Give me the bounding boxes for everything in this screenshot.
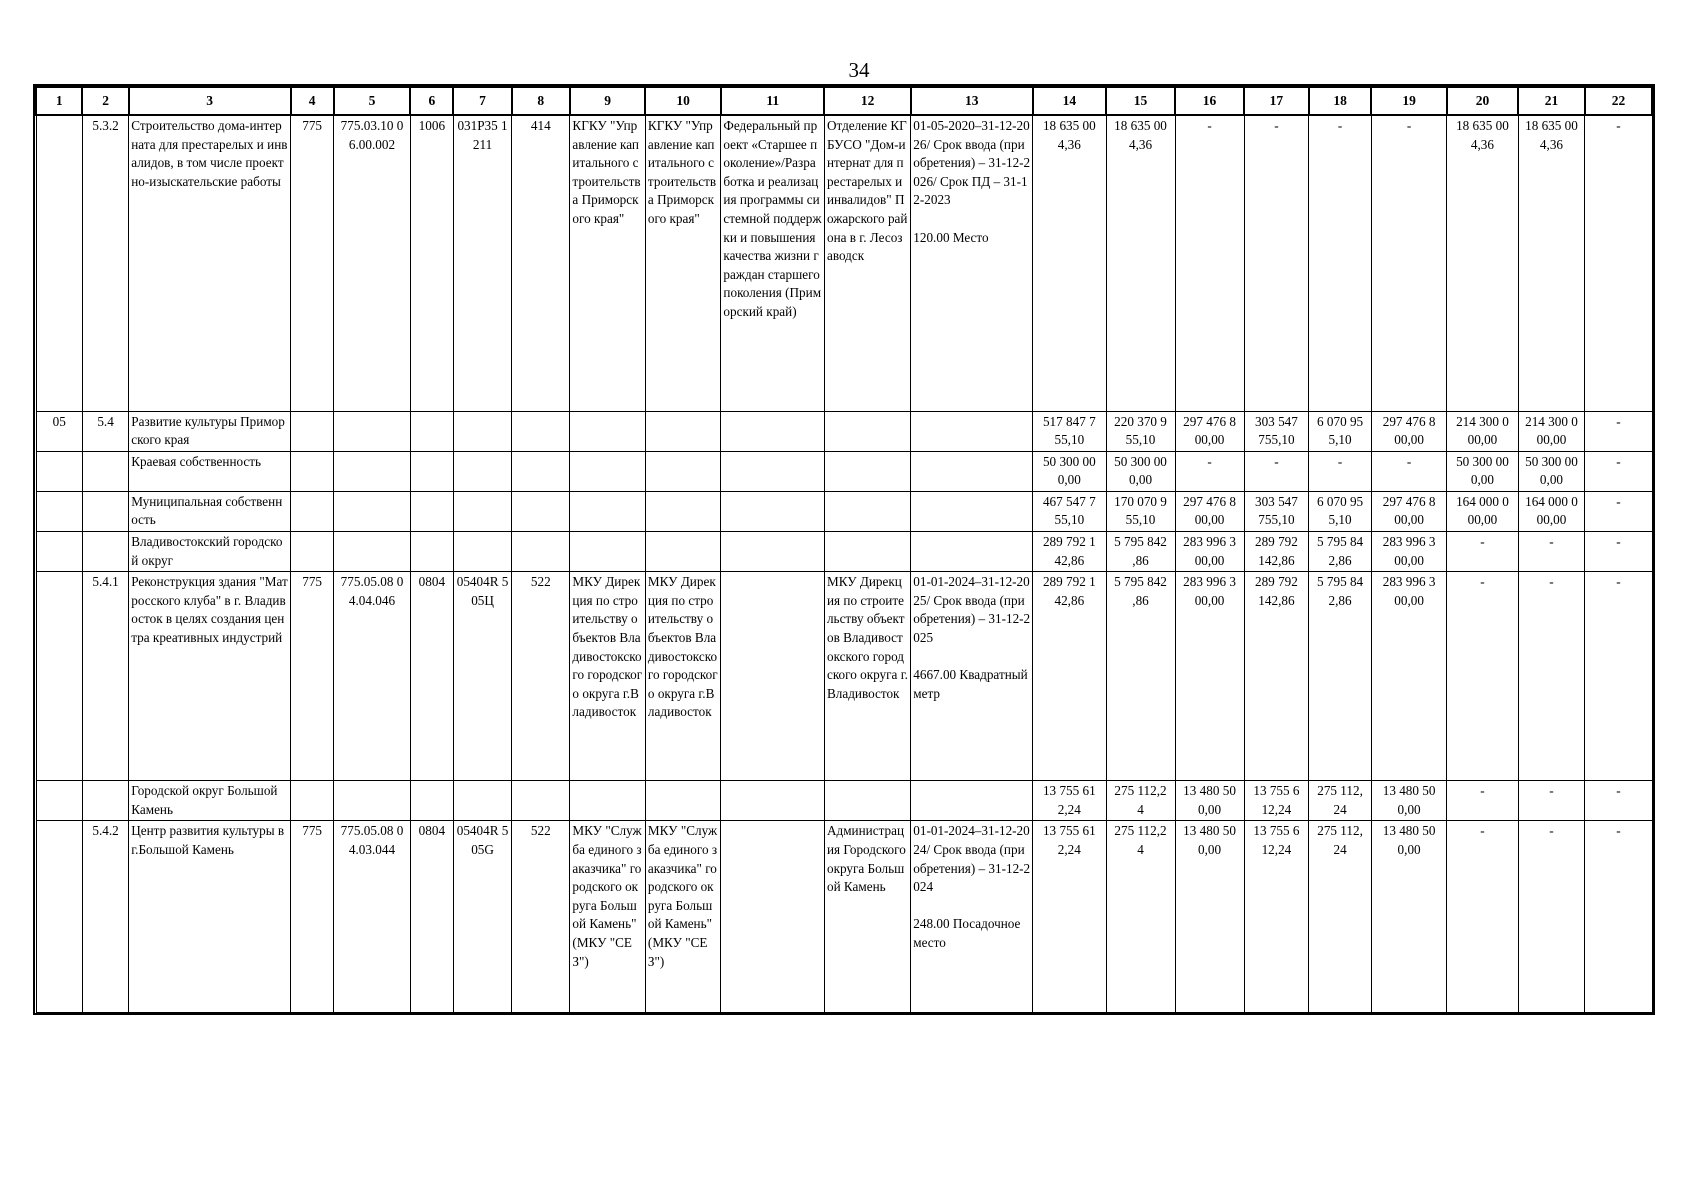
cell-col-18: - <box>1309 115 1372 411</box>
cell-col-14: 18 635 00 4,36 <box>1033 115 1106 411</box>
cell-col-8 <box>512 411 570 451</box>
cell-col-13 <box>911 491 1033 531</box>
table-row <box>36 451 1652 491</box>
table-row <box>36 572 1652 781</box>
cell-col-11: Федеральный проект «Старшее поколение»/Разработка и реализация программы системной поддержки и повышения качества жизни граждан старшего поколения (Приморский край) <box>721 115 825 411</box>
cell-col-20: - <box>1447 572 1518 781</box>
cell-col-2 <box>82 451 128 491</box>
cell-col-13: 01-01-2024–31-12-2025/ Срок ввода (приобретения) – 31-12-2025 4667.00 Квадратный метр <box>911 572 1033 781</box>
cell-col-21: 18 635 00 4,36 <box>1518 115 1585 411</box>
cell-col-14: 517 847 7 55,10 <box>1033 411 1106 451</box>
cell-col-21: - <box>1518 781 1585 821</box>
table-row <box>36 411 1652 451</box>
cell-col-14: 13 755 61 2,24 <box>1033 781 1106 821</box>
cell-col-1 <box>36 532 82 572</box>
cell-col-9: МКУ Дирекция по строительству объектов Владивостокского городского округа г.Владивосток <box>570 572 646 781</box>
cell-col-7 <box>453 532 511 572</box>
cell-col-16: 297 476 8 00,00 <box>1175 491 1244 531</box>
cell-col-15: 275 112,2 4 <box>1106 781 1175 821</box>
cell-col-22: - <box>1585 411 1652 451</box>
cell-col-4 <box>291 532 334 572</box>
investment-table <box>35 86 1653 1013</box>
column-header-4: 4 <box>291 87 334 115</box>
cell-col-9 <box>570 451 646 491</box>
cell-col-9 <box>570 532 646 572</box>
cell-col-7 <box>453 411 511 451</box>
cell-col-19: 283 996 3 00,00 <box>1371 532 1447 572</box>
cell-col-2: 5.4.2 <box>82 821 128 1013</box>
cell-col-8: 522 <box>512 821 570 1013</box>
cell-col-7: 05404R 505Ц <box>453 572 511 781</box>
cell-col-11 <box>721 532 825 572</box>
cell-col-22: - <box>1585 821 1652 1013</box>
cell-col-14: 289 792 1 42,86 <box>1033 572 1106 781</box>
cell-col-5 <box>334 451 411 491</box>
cell-col-5 <box>334 491 411 531</box>
cell-col-18: 6 070 95 5,10 <box>1309 491 1372 531</box>
cell-col-12: МКУ Дирекция по строительству объектов Владивостокского городского округа г.Владивосток <box>824 572 910 781</box>
cell-col-20: 18 635 00 4,36 <box>1447 115 1518 411</box>
cell-col-15: 5 795 842 ,86 <box>1106 532 1175 572</box>
cell-col-5: 775.05.08 04.04.046 <box>334 572 411 781</box>
cell-col-2: 5.4.1 <box>82 572 128 781</box>
cell-col-13: 01-05-2020–31-12-2026/ Срок ввода (приобретения) – 31-12-2026/ Срок ПД – 31-12-2023 120.00 Место <box>911 115 1033 411</box>
cell-col-21: 50 300 00 0,00 <box>1518 451 1585 491</box>
cell-col-17: - <box>1244 451 1309 491</box>
cell-col-4 <box>291 451 334 491</box>
cell-col-4: 775 <box>291 572 334 781</box>
cell-col-16: 283 996 3 00,00 <box>1175 572 1244 781</box>
cell-col-7 <box>453 781 511 821</box>
cell-col-12 <box>824 411 910 451</box>
cell-col-16: 13 480 50 0,00 <box>1175 781 1244 821</box>
cell-col-19: 297 476 8 00,00 <box>1371 491 1447 531</box>
cell-col-2: 5.4 <box>82 411 128 451</box>
cell-col-14: 289 792 1 42,86 <box>1033 532 1106 572</box>
column-header-19: 19 <box>1371 87 1447 115</box>
cell-col-6: 0804 <box>410 821 453 1013</box>
column-header-9: 9 <box>570 87 646 115</box>
cell-col-5 <box>334 781 411 821</box>
cell-col-22: - <box>1585 532 1652 572</box>
cell-col-12 <box>824 781 910 821</box>
column-header-3: 3 <box>129 87 291 115</box>
column-header-2: 2 <box>82 87 128 115</box>
column-header-14: 14 <box>1033 87 1106 115</box>
cell-col-5: 775.03.10 06.00.002 <box>334 115 411 411</box>
cell-col-17: 289 792 142,86 <box>1244 572 1309 781</box>
cell-col-15: 220 370 9 55,10 <box>1106 411 1175 451</box>
cell-col-1 <box>36 572 82 781</box>
cell-col-16: 283 996 3 00,00 <box>1175 532 1244 572</box>
cell-col-16: 13 480 50 0,00 <box>1175 821 1244 1013</box>
cell-col-13 <box>911 781 1033 821</box>
cell-col-10: КГКУ "Управление капитального строительства Приморского края" <box>645 115 721 411</box>
cell-col-17: 303 547 755,10 <box>1244 491 1309 531</box>
cell-col-12 <box>824 532 910 572</box>
cell-col-16: 297 476 8 00,00 <box>1175 411 1244 451</box>
cell-col-10: МКУ "Служба единого заказчика" городского округа Большой Камень" (МКУ "СЕЗ") <box>645 821 721 1013</box>
cell-col-7 <box>453 451 511 491</box>
column-header-6: 6 <box>410 87 453 115</box>
cell-col-10 <box>645 781 721 821</box>
cell-col-16: - <box>1175 451 1244 491</box>
column-header-17: 17 <box>1244 87 1309 115</box>
cell-col-1 <box>36 451 82 491</box>
cell-col-22: - <box>1585 572 1652 781</box>
cell-col-3: Владивостокский городской округ <box>129 532 291 572</box>
cell-col-20: - <box>1447 532 1518 572</box>
cell-col-4 <box>291 411 334 451</box>
cell-col-15: 275 112,2 4 <box>1106 821 1175 1013</box>
cell-col-22: - <box>1585 115 1652 411</box>
cell-col-11 <box>721 821 825 1013</box>
page-number: 34 <box>848 58 870 82</box>
cell-col-5: 775.05.08 04.03.044 <box>334 821 411 1013</box>
column-header-12: 12 <box>824 87 910 115</box>
cell-col-19: 297 476 8 00,00 <box>1371 411 1447 451</box>
cell-col-13 <box>911 411 1033 451</box>
cell-col-12 <box>824 491 910 531</box>
cell-col-8 <box>512 491 570 531</box>
cell-col-7: 031P35 1211 <box>453 115 511 411</box>
cell-col-22: - <box>1585 491 1652 531</box>
cell-col-8: 522 <box>512 572 570 781</box>
cell-col-16: - <box>1175 115 1244 411</box>
cell-col-17: 13 755 6 12,24 <box>1244 821 1309 1013</box>
cell-col-12: Администрация Городского округа Большой Камень <box>824 821 910 1013</box>
cell-col-19: - <box>1371 451 1447 491</box>
cell-col-22: - <box>1585 451 1652 491</box>
cell-col-8 <box>512 451 570 491</box>
cell-col-11 <box>721 411 825 451</box>
cell-col-11 <box>721 451 825 491</box>
cell-col-4 <box>291 491 334 531</box>
cell-col-20: - <box>1447 781 1518 821</box>
cell-col-1 <box>36 781 82 821</box>
cell-col-13 <box>911 451 1033 491</box>
table-row <box>36 781 1652 821</box>
cell-col-20: 50 300 00 0,00 <box>1447 451 1518 491</box>
cell-col-2 <box>82 532 128 572</box>
cell-col-2 <box>82 491 128 531</box>
cell-col-18: 5 795 84 2,86 <box>1309 572 1372 781</box>
column-header-1: 1 <box>36 87 82 115</box>
cell-col-18: 275 112, 24 <box>1309 781 1372 821</box>
cell-col-19: 13 480 50 0,00 <box>1371 781 1447 821</box>
cell-col-1 <box>36 115 82 411</box>
cell-col-14: 13 755 61 2,24 <box>1033 821 1106 1013</box>
column-header-8: 8 <box>512 87 570 115</box>
cell-col-9 <box>570 411 646 451</box>
cell-col-8: 414 <box>512 115 570 411</box>
cell-col-14: 467 547 7 55,10 <box>1033 491 1106 531</box>
column-header-5: 5 <box>334 87 411 115</box>
cell-col-10 <box>645 411 721 451</box>
cell-col-3: Центр развития культуры в г.Большой Камень <box>129 821 291 1013</box>
column-header-21: 21 <box>1518 87 1585 115</box>
table-row <box>36 532 1652 572</box>
header-row <box>36 87 1652 115</box>
cell-col-20: - <box>1447 821 1518 1013</box>
cell-col-11 <box>721 491 825 531</box>
cell-col-20: 214 300 0 00,00 <box>1447 411 1518 451</box>
cell-col-8 <box>512 532 570 572</box>
column-header-13: 13 <box>911 87 1033 115</box>
table-row <box>36 491 1652 531</box>
cell-col-11 <box>721 572 825 781</box>
column-header-22: 22 <box>1585 87 1652 115</box>
cell-col-9 <box>570 491 646 531</box>
cell-col-9: МКУ "Служба единого заказчика" городского округа Большой Камень" (МКУ "СЕЗ") <box>570 821 646 1013</box>
cell-col-3: Реконструкция здания "Матросского клуба" в г. Владивосток в целях создания центра креативных индустрий <box>129 572 291 781</box>
cell-col-15: 50 300 00 0,00 <box>1106 451 1175 491</box>
cell-col-10 <box>645 451 721 491</box>
cell-col-21: - <box>1518 532 1585 572</box>
cell-col-7 <box>453 491 511 531</box>
cell-col-18: 5 795 84 2,86 <box>1309 532 1372 572</box>
cell-col-6 <box>410 411 453 451</box>
cell-col-3: Строительство дома-интерната для престарелых и инвалидов, в том числе проектно-изыскательские работы <box>129 115 291 411</box>
column-header-7: 7 <box>453 87 511 115</box>
cell-col-9 <box>570 781 646 821</box>
cell-col-21: 214 300 0 00,00 <box>1518 411 1585 451</box>
cell-col-18: - <box>1309 451 1372 491</box>
cell-col-19: 13 480 50 0,00 <box>1371 821 1447 1013</box>
cell-col-10: МКУ Дирекция по строительству объектов Владивостокского городского округа г.Владивосток <box>645 572 721 781</box>
cell-col-9: КГКУ "Управление капитального строительства Приморского края" <box>570 115 646 411</box>
cell-col-21: - <box>1518 821 1585 1013</box>
cell-col-17: 303 547 755,10 <box>1244 411 1309 451</box>
cell-col-6: 1006 <box>410 115 453 411</box>
cell-col-7: 05404R 505G <box>453 821 511 1013</box>
cell-col-6: 0804 <box>410 572 453 781</box>
cell-col-13: 01-01-2024–31-12-2024/ Срок ввода (приобретения) – 31-12-2024 248.00 Посадочное место <box>911 821 1033 1013</box>
cell-col-19: - <box>1371 115 1447 411</box>
cell-col-5 <box>334 411 411 451</box>
cell-col-1 <box>36 491 82 531</box>
cell-col-18: 6 070 95 5,10 <box>1309 411 1372 451</box>
column-header-20: 20 <box>1447 87 1518 115</box>
cell-col-2: 5.3.2 <box>82 115 128 411</box>
cell-col-20: 164 000 0 00,00 <box>1447 491 1518 531</box>
column-header-15: 15 <box>1106 87 1175 115</box>
cell-col-2 <box>82 781 128 821</box>
cell-col-5 <box>334 532 411 572</box>
cell-col-12 <box>824 451 910 491</box>
cell-col-11 <box>721 781 825 821</box>
cell-col-8 <box>512 781 570 821</box>
table-row <box>36 115 1652 411</box>
cell-col-6 <box>410 532 453 572</box>
cell-col-4: 775 <box>291 821 334 1013</box>
cell-col-10 <box>645 532 721 572</box>
column-header-18: 18 <box>1309 87 1372 115</box>
cell-col-21: - <box>1518 572 1585 781</box>
cell-col-15: 5 795 842 ,86 <box>1106 572 1175 781</box>
cell-col-18: 275 112, 24 <box>1309 821 1372 1013</box>
cell-col-10 <box>645 491 721 531</box>
column-header-11: 11 <box>721 87 825 115</box>
cell-col-15: 18 635 00 4,36 <box>1106 115 1175 411</box>
column-header-16: 16 <box>1175 87 1244 115</box>
cell-col-1 <box>36 821 82 1013</box>
cell-col-3: Краевая собственность <box>129 451 291 491</box>
column-header-10: 10 <box>645 87 721 115</box>
cell-col-21: 164 000 0 00,00 <box>1518 491 1585 531</box>
table-row <box>36 821 1652 1013</box>
cell-col-6 <box>410 781 453 821</box>
cell-col-17: - <box>1244 115 1309 411</box>
cell-col-4: 775 <box>291 115 334 411</box>
cell-col-3: Развитие культуры Приморского края <box>129 411 291 451</box>
cell-col-22: - <box>1585 781 1652 821</box>
cell-col-6 <box>410 491 453 531</box>
cell-col-15: 170 070 9 55,10 <box>1106 491 1175 531</box>
cell-col-12: Отделение КГБУСО "Дом-интернат для престарелых и инвалидов" Пожарского района в г. Лесозаводск <box>824 115 910 411</box>
cell-col-17: 289 792 142,86 <box>1244 532 1309 572</box>
cell-col-6 <box>410 451 453 491</box>
cell-col-17: 13 755 6 12,24 <box>1244 781 1309 821</box>
cell-col-3: Городской округ Большой Камень <box>129 781 291 821</box>
cell-col-14: 50 300 00 0,00 <box>1033 451 1106 491</box>
cell-col-3: Муниципальная собственность <box>129 491 291 531</box>
cell-col-19: 283 996 3 00,00 <box>1371 572 1447 781</box>
cell-col-13 <box>911 532 1033 572</box>
cell-col-1: 05 <box>36 411 82 451</box>
cell-col-4 <box>291 781 334 821</box>
